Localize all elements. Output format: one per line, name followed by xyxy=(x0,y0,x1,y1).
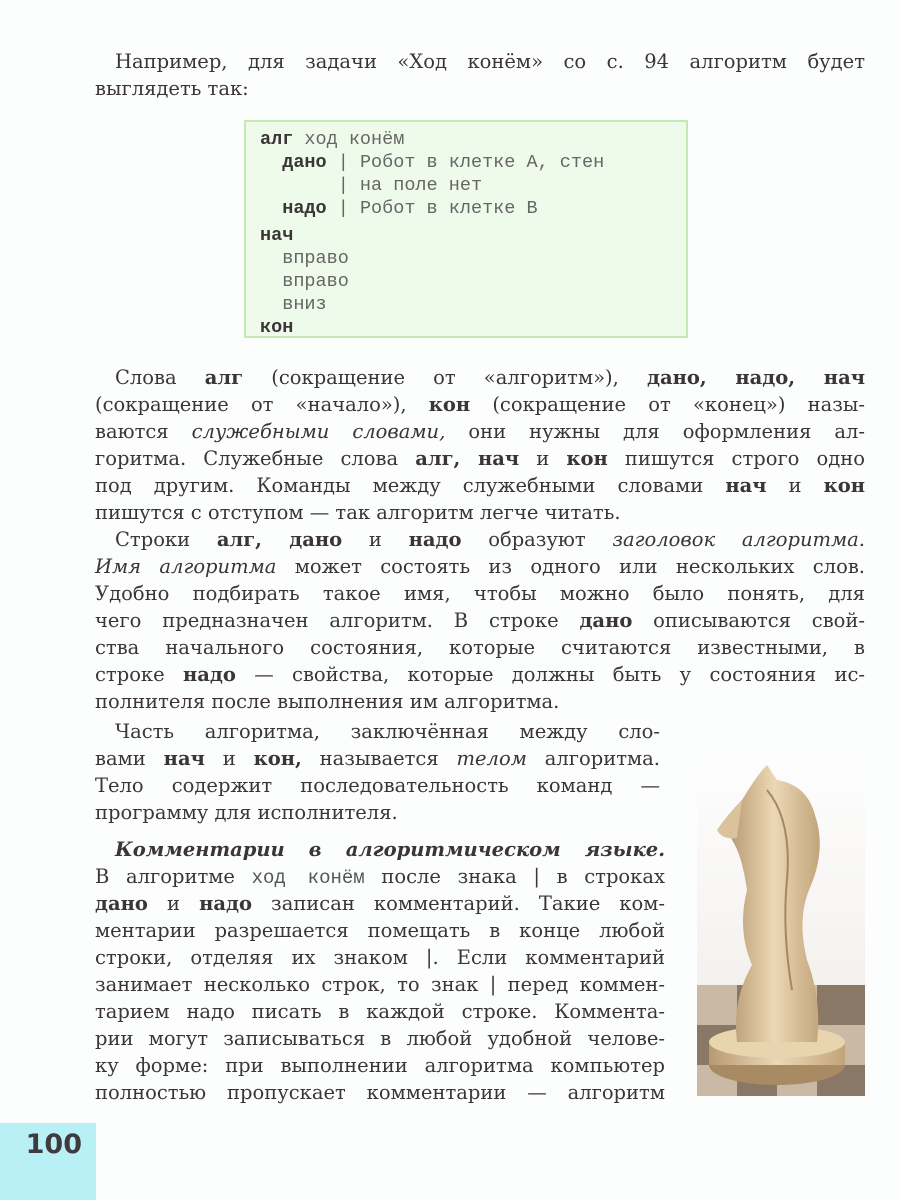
code-indent xyxy=(260,152,282,173)
emphasized-text: нач xyxy=(163,747,205,770)
text-line xyxy=(95,718,660,745)
text-span: строке xyxy=(95,663,183,686)
emphasized-text: дано xyxy=(95,892,148,915)
code-line xyxy=(260,224,686,247)
code-line xyxy=(260,270,686,293)
text-span: они нужны для оформления ал- xyxy=(445,420,865,443)
text-span: — свойства, которые должны быть у состояния ис- xyxy=(235,663,865,686)
emphasized-text: телом xyxy=(456,747,527,770)
text-span: чего предназначен алгоритм. В строке xyxy=(95,609,580,632)
text-line xyxy=(95,863,665,890)
text-line xyxy=(95,745,660,772)
text-span: называется xyxy=(301,747,457,770)
text-span: (сокращение от «начало»), xyxy=(95,393,429,416)
text-span: и xyxy=(342,528,409,551)
text-span: образуют xyxy=(461,528,613,551)
code-line xyxy=(260,247,686,270)
text-line xyxy=(95,364,865,391)
text-line xyxy=(95,1025,665,1052)
code-line xyxy=(260,128,686,151)
text-span: ментарии разрешается помещать в конце любой xyxy=(95,919,665,942)
text-line xyxy=(95,48,865,75)
text-span: Удобно подбирать такое имя, чтобы можно было понять, для xyxy=(95,582,865,605)
text-span: записан комментарий. Такие ком- xyxy=(251,892,665,915)
emphasized-text: нач xyxy=(725,474,767,497)
code-line xyxy=(260,151,686,174)
code-indent xyxy=(260,175,338,196)
text-span: занимает несколько строк, то знак | перед коммен- xyxy=(95,973,665,996)
text-span: В алгоритме xyxy=(95,865,252,888)
code-keyword: надо xyxy=(282,198,327,219)
emphasized-text: надо xyxy=(182,663,236,686)
emphasized-text: надо xyxy=(408,528,462,551)
text-span: и xyxy=(204,747,254,770)
text-line xyxy=(95,944,665,971)
text-line xyxy=(95,472,865,499)
text-span: Тело содержит последовательность команд — xyxy=(95,774,660,797)
paragraph-service-words xyxy=(95,364,865,526)
emphasized-text: заголовок алгоритма. xyxy=(612,528,866,551)
emphasized-text: служебными словами, xyxy=(191,420,446,443)
algorithm-code-box xyxy=(244,120,688,338)
code-text: | Робот в клетке В xyxy=(326,198,538,219)
code-indent xyxy=(260,248,282,269)
text-span: программу для исполнителя. xyxy=(95,801,398,824)
chess-knight-photo xyxy=(697,760,865,1096)
text-line xyxy=(95,661,865,688)
text-span: пишутся с отступом — так алгоритм легче читать. xyxy=(95,501,621,524)
text-line xyxy=(95,634,865,661)
code-indent xyxy=(260,198,282,219)
text-line xyxy=(95,418,865,445)
text-span: и xyxy=(147,892,200,915)
code-indent xyxy=(260,271,282,292)
code-line xyxy=(260,174,686,197)
text-span: полностью пропускает комментарии — алгоритм xyxy=(95,1081,665,1104)
text-line xyxy=(95,1052,665,1079)
emphasized-text: ход конём xyxy=(251,867,365,889)
text-line xyxy=(95,607,865,634)
text-line xyxy=(95,772,660,799)
text-span: Строки xyxy=(115,528,217,551)
emphasized-text: кон xyxy=(428,393,471,416)
text-span: под другим. Команды между служебными словами xyxy=(95,474,726,497)
text-line xyxy=(95,688,865,715)
emphasized-text: алг xyxy=(204,366,244,389)
code-text: | на поле нет xyxy=(337,175,483,196)
text-span: и xyxy=(766,474,824,497)
code-keyword: кон xyxy=(260,317,294,338)
code-text: вправо xyxy=(282,271,349,292)
text-span: строки, отделяя их знаком |. Если комментарий xyxy=(95,946,665,969)
paragraph-algorithm-body xyxy=(95,718,660,826)
text-span: (сокращение от «алгоритм»), xyxy=(243,366,647,389)
text-line xyxy=(95,836,665,863)
text-span: рии могут записываться в любой удобной челове- xyxy=(95,1027,665,1050)
paragraph-algorithm-header xyxy=(95,526,865,715)
code-keyword: дано xyxy=(282,152,327,173)
code-text: вниз xyxy=(282,294,327,315)
code-text: вправо xyxy=(282,248,349,269)
text-span: после знака | в строках xyxy=(364,865,665,888)
text-line xyxy=(95,580,865,607)
code-line xyxy=(260,197,686,220)
code-indent xyxy=(260,294,282,315)
text-span: вами xyxy=(95,747,164,770)
text-span: алгоритма. xyxy=(526,747,660,770)
text-line xyxy=(95,890,665,917)
text-span: полнителя после выполнения им алгоритма. xyxy=(95,690,560,713)
text-span: выглядеть так: xyxy=(95,77,249,100)
text-span: тарием надо писать в каждой строке. Коммента- xyxy=(95,1000,665,1023)
emphasized-text: кон xyxy=(823,474,865,497)
text-span: и xyxy=(519,447,567,470)
text-line xyxy=(95,526,865,553)
code-line xyxy=(260,293,686,316)
text-span: может состоять из одного или нескольких слов. xyxy=(276,555,865,578)
text-span: пишутся строго одно xyxy=(607,447,865,470)
code-text: | Робот в клетке А, стен xyxy=(326,152,605,173)
text-span: ку форме: при выполнении алгоритма компьютер xyxy=(95,1054,665,1077)
text-line xyxy=(95,391,865,418)
emphasized-text: алг, дано xyxy=(216,528,343,551)
text-line xyxy=(95,445,865,472)
text-span: Например, для задачи «Ход конём» со с. 94 алгоритм будет xyxy=(115,50,865,73)
page-number: 100 xyxy=(25,1129,82,1160)
text-line xyxy=(95,998,665,1025)
text-span: ваются xyxy=(95,420,192,443)
emphasized-text: надо xyxy=(199,892,252,915)
emphasized-text: алг, нач xyxy=(415,447,520,470)
text-span: горитма. Служебные слова xyxy=(95,447,416,470)
page-number-tab xyxy=(0,1123,96,1200)
text-line xyxy=(95,75,865,102)
paragraph-comments xyxy=(95,836,665,1106)
text-line xyxy=(95,971,665,998)
text-span: ства начального состояния, которые считаются известными, в xyxy=(95,636,865,659)
emphasized-text: Имя алгоритма xyxy=(95,555,277,578)
code-text: ход конём xyxy=(293,129,405,150)
text-span: Часть алгоритма, заключённая между сло- xyxy=(115,720,660,743)
code-keyword: алг xyxy=(260,129,294,150)
text-line xyxy=(95,553,865,580)
text-line xyxy=(95,799,660,826)
code-line xyxy=(260,316,686,339)
text-span: описываются свой- xyxy=(632,609,865,632)
text-line xyxy=(95,917,665,944)
text-line xyxy=(95,499,865,526)
emphasized-text: кон xyxy=(566,447,608,470)
text-span: (сокращение от «конец») назы- xyxy=(470,393,865,416)
code-keyword: нач xyxy=(260,225,294,246)
emphasized-text: кон, xyxy=(253,747,302,770)
emphasized-text: дано, надо, нач xyxy=(646,366,865,389)
text-line xyxy=(95,1079,665,1106)
emphasized-text: Комментарии в алгоритмическом языке. xyxy=(115,838,665,861)
intro-paragraph xyxy=(95,48,865,102)
emphasized-text: дано xyxy=(579,609,633,632)
text-span: Слова xyxy=(115,366,205,389)
